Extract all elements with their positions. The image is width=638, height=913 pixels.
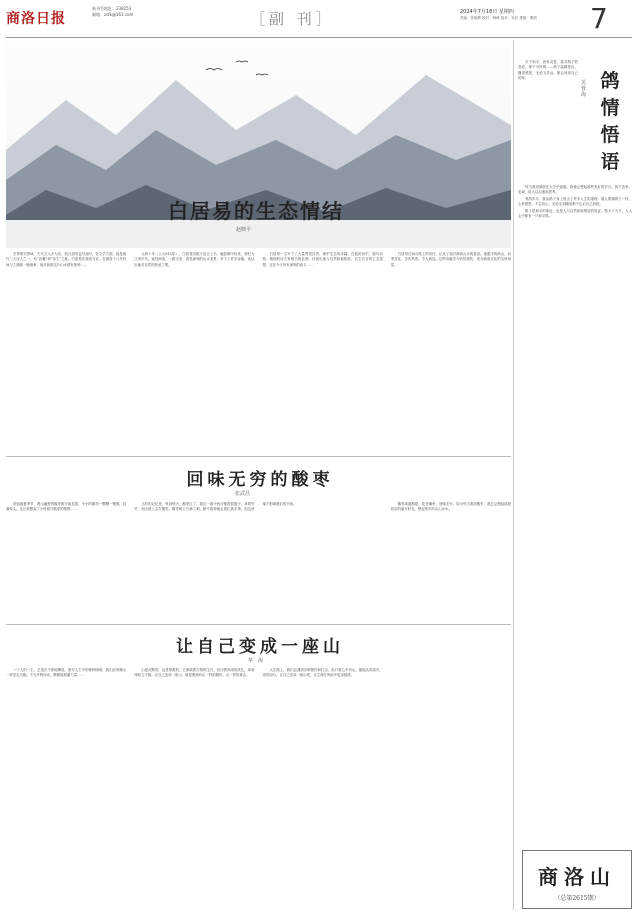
article-body: 每当看到鸽群在天空中盘旋，我便会想起那些美好的岁月。鸽子恋家、忠诚，给人以启迪和思考。 养鸽多年，我从鸽子身上悟出了许多人生的道理：做人要像鸽子一样，心怀感恩，不忘初心，无论走到哪里都不忘记自己的根。 鸽子是和平的象征，也是人与自然和谐相处的见证。愿天下太平，人人心中都有一只和平鸽。 <box>518 185 632 219</box>
article-title: 鸽情悟语 <box>600 70 620 173</box>
issue-count: （总第2615期） <box>554 895 600 902</box>
page-number: 7 <box>590 2 608 35</box>
article-title: 回味无穷的酸枣 <box>186 470 334 490</box>
section-title: ［副 刊］ <box>250 10 335 28</box>
article-title: 让自己变成一座山 <box>176 637 344 657</box>
bird-icon <box>256 74 268 75</box>
article-body: 一个人的一生，总是在不停地攀登。面对人生中的种种困难，我们应该像山一样坚定沉稳，不为外物所动，默默地积蓄力量…… 山是沉默的，也是厚重的。它承载着万物的生长，经历着风雨的洗礼，却始终屹立不倒。让自己变成一座山，就是要拥有山一样的胸怀、山一样的意志。 人生路上，我们会遇到各种挫折和打击，但只要心中有山，便能从容面对，坦然前行。让自己变成一座山吧，让生命在风雨中更加挺拔。 <box>6 668 383 678</box>
masthead-info: 新刊号地址：238253 邮箱：zsfk@163.com <box>92 6 134 17</box>
divider <box>6 624 511 625</box>
newspaper-logo: 商洛日报 <box>6 11 66 27</box>
nameplate-title: 商洛山 <box>538 865 616 889</box>
article-author: 赵晓平 <box>236 227 252 233</box>
editor-credits: 责编：张晓辉 校对：韩琦 组对：吴存 排版：曹清 <box>460 16 537 20</box>
article-body: 时值盛夏季节，漫山遍野的酸枣树开始挂果，小小的酸枣一颗颗一簇簇，挂满枝头。这让我想起了小时候打酸枣的情景…… 儿时的记忆里，每到秋天，酸枣红了，我们一群小伙伴便提着篮子，拿着竹竿，到山坡上去打酸枣。酸枣树上长满了刺，稍不留神就会被扎破手指，但这丝毫不影响我们的兴致。 酸枣味道酸甜，吃在嘴里，回味无穷。如今每当看到酸枣，我总会想起那段快乐的童年时光，想起家乡的山山水水。 <box>6 502 511 512</box>
article-author: 芙蓉海 <box>581 80 587 98</box>
bird-icon <box>206 69 222 71</box>
article-author: 张武昌 <box>235 491 251 497</box>
column-nameplate <box>522 850 632 909</box>
river <box>6 220 511 248</box>
landscape-illustration <box>6 40 511 248</box>
article-title: 白居易的生态情结 <box>168 199 344 223</box>
issue-date: 2024年7月18日 星期四 <box>460 9 514 15</box>
masthead <box>0 0 638 40</box>
bird-icon <box>236 61 248 62</box>
header-rule <box>6 37 632 38</box>
article-body: 天下和平，皆有灵性，我对鸽子的喜爱，缘于小时候……鸽子温顺善良，懂得感恩，无论飞多远，都会回到自己的家。 <box>518 60 578 81</box>
article-body: 学界研究领域，古代文人多为官、如白居易也对此时，在文学方面，他是唐代三大诗人之一，有“诗魔”和“诗王”之称。白居易在商洛为官，在商洛十几年时间与之渊源一脉相承，他对商洛这片山水情有独钟…… 元和十年（公元815年），白居易因敢于直言上书，触怒朝中权贵，被贬为江州司马，途经商洛，一路走来，看见商州的山水美景，写下了许多诗篇，表达出他对自然的热爱之情。 白居易一生写下了大量赞美自然、保护生态的诗篇。在他的诗中，描写动物、植物的诗占有相当的比例，体现出他与自然和谐相处、共生共存的生态思想，这在今天仍有深刻的意义…… 白居易在商山路上的诗作，记录了他对商洛山水的喜爱。他眼中的商山，四季变化，各有风景，令人流连。这些诗篇至今仍然流传，成为商洛文化的宝贵财富。 <box>6 252 511 267</box>
divider <box>6 456 511 457</box>
article-author: 华 海 <box>248 658 264 664</box>
column-divider <box>513 40 514 910</box>
